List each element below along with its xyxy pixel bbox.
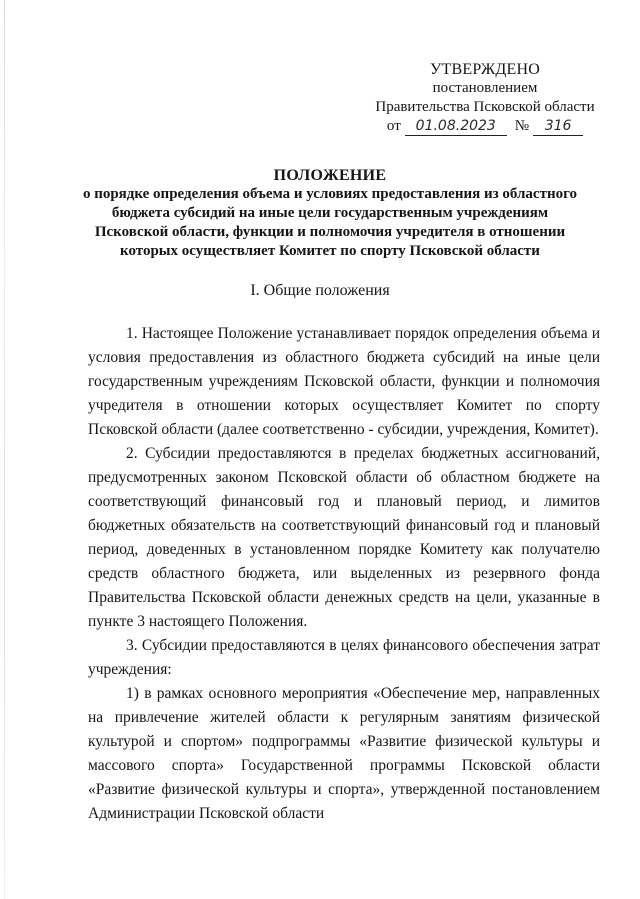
date-prefix: от <box>386 118 401 134</box>
scan-edge <box>4 0 5 899</box>
document-title-block <box>80 166 580 261</box>
approval-date-line <box>360 117 610 136</box>
number-sign: № <box>514 118 530 134</box>
approval-government-line: Правительства Псковской области <box>375 99 595 115</box>
paragraph-1: 1. Настоящее Положение устанавливает порядок определения объема и условия предоставления из областного бюджета субсидий на иные цели государственным учреждениям Псковской области, функции и полномочия учредителя в отношении которых осуществляет Комитет по спорту Псковской области (далее соответственно - субсидии, учреждения, Комитет). <box>88 325 600 438</box>
document-title: ПОЛОЖЕНИЕ <box>273 167 387 184</box>
document-body <box>88 322 600 826</box>
paragraph-3: 3. Субсидии предоставляются в целях финансового обеспечения затрат учреждения: <box>88 637 600 678</box>
document-subtitle: о порядке определения объема и условиях предоставления из областного бюджета субсидий на иные цели государственным учреждениям Псковской области, функции и полномочия учредителя в отношении которых осуществляет Комитет по спорту Псковской области <box>82 186 578 259</box>
handwritten-date: 01.08.2023 <box>405 117 507 136</box>
section-heading: I. Общие положения <box>250 282 390 299</box>
approval-resolution-line: постановлением <box>432 80 538 96</box>
approval-title: УТВЕРЖДЕНО <box>429 61 540 78</box>
paragraph-2: 2. Субсидии предоставляются в пределах бюджетных ассигнований, предусмотренных законом Псковской области об областном бюджете на соответствующий финансовый год и плановый период, и лимитов бюджетных обязательств на соответствующий финансовый год и плановый период, доведенных в установленном порядке Комитету как получателю средств областного бюджета, или выделенных из резервного фонда Правительства Псковской области денежных средств на цели, указанные в пункте 3 настоящего Положения. <box>88 445 600 630</box>
approval-block <box>360 60 610 136</box>
paragraph-3-item-1: 1) в рамках основного мероприятия «Обеспечение мер, направленных на привлечение жителей области к регулярным занятиям физической культурой и спортом» подпрограммы «Развитие физической культуры и массового спорта» Государственной программы Псковской области «Развитие физической культуры и спорта», утвержденной постановлением Администрации Псковской области <box>88 685 600 822</box>
handwritten-number: 316 <box>533 117 583 136</box>
